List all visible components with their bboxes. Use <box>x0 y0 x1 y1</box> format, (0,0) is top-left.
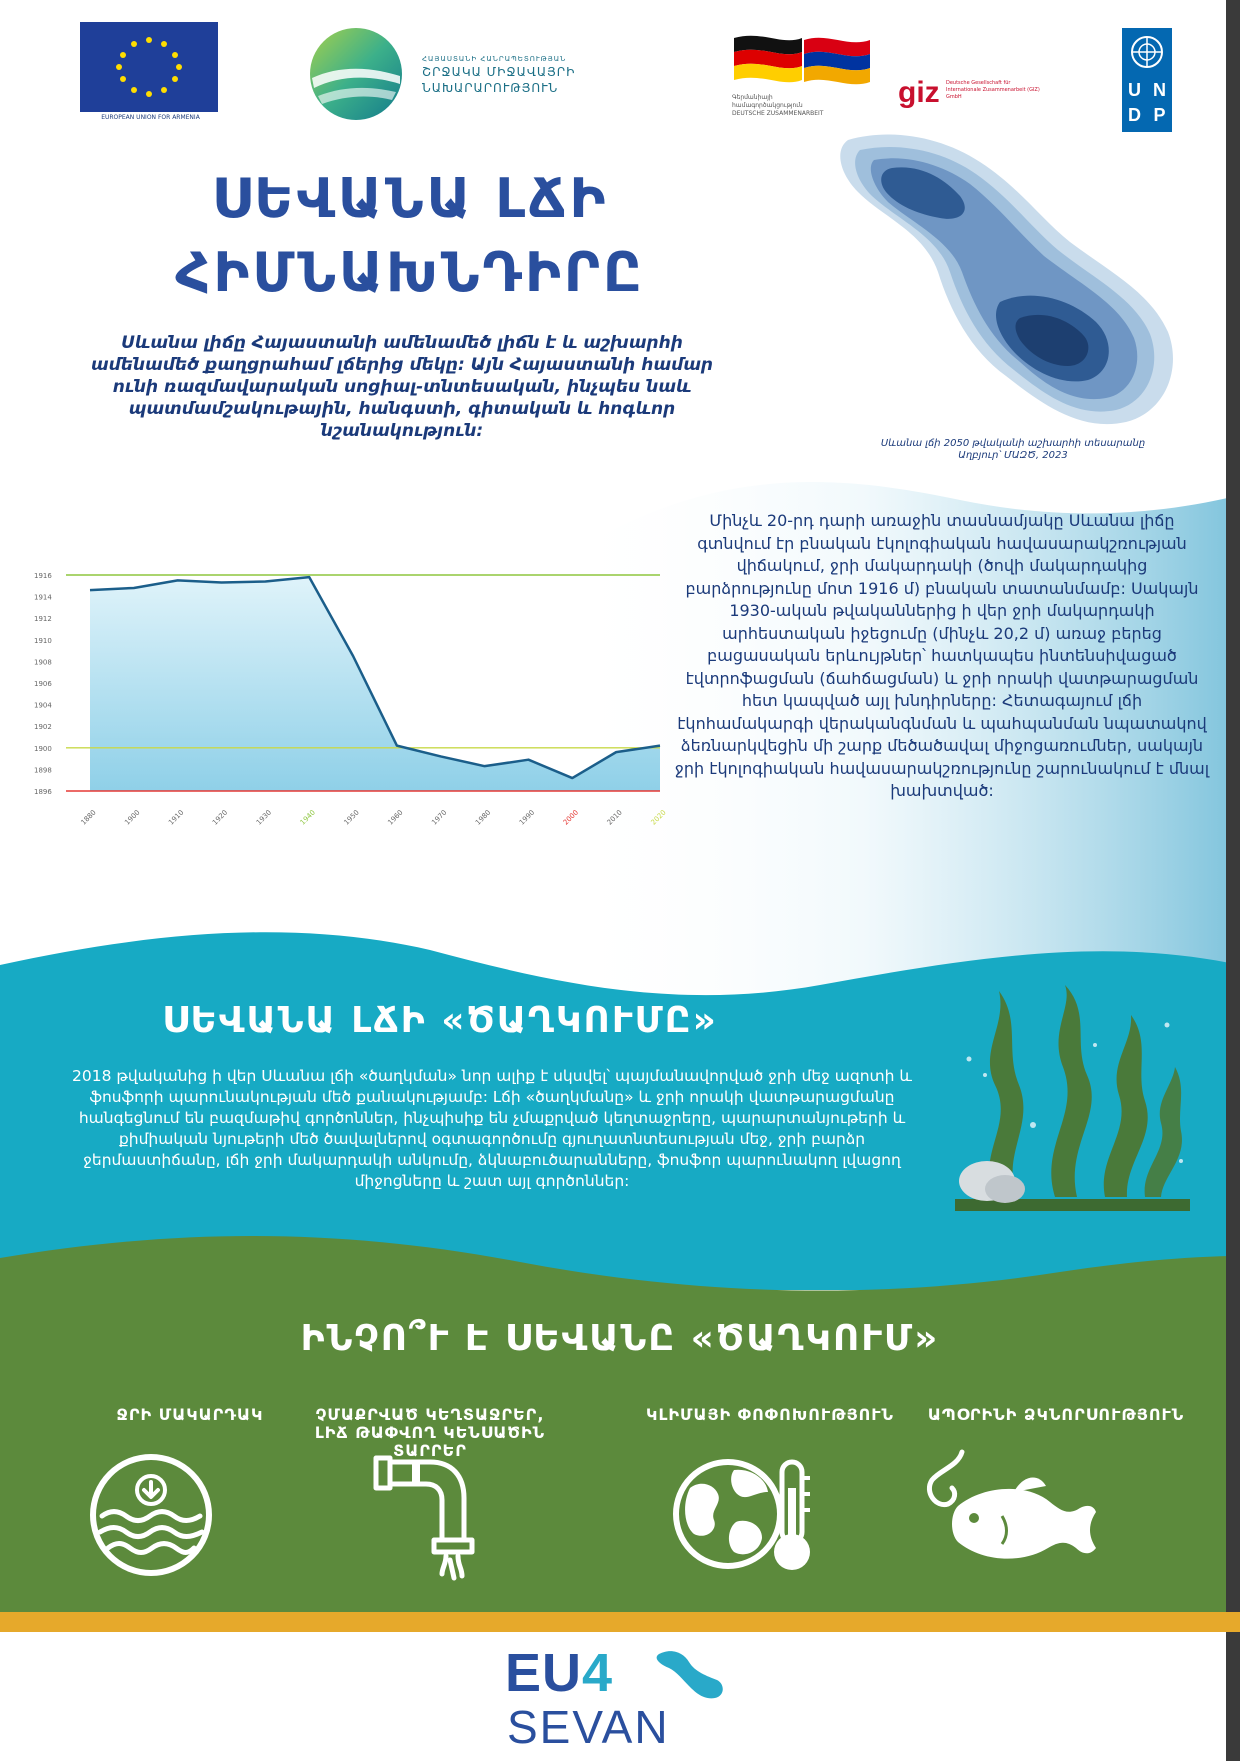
flags-icon <box>732 30 872 92</box>
map-caption-line-2: Աղբյուր՝ ՄԱԶԾ, 2023 <box>958 450 1068 461</box>
y-tick-label: 1896 <box>34 788 52 796</box>
cause-label: ՋՐԻ ՄԱԿԱՐԴԱԿ <box>116 1405 264 1424</box>
giz-subtitle: Deutsche Gesellschaft für Internationale Zusammenarbeit (GIZ) GmbH <box>946 80 1040 100</box>
x-tick-label: 2020 <box>649 808 668 827</box>
cause-fishing <box>906 1406 1206 1424</box>
de-caption-1: Գերմանիայի <box>732 94 773 101</box>
four-text: 4 <box>582 1643 614 1703</box>
undp-logo <box>1122 28 1172 132</box>
bloom-section-title: ՍԵՎԱՆԱ ԼՃԻ «ԾԱՂԿՈՒՄԸ» <box>162 1000 718 1041</box>
ministry-country: ՀԱՅԱՍՏԱՆԻ ՀԱՆՐԱՊԵՏՈՒԹՅԱՆ <box>422 55 567 63</box>
y-tick-label: 1906 <box>34 680 52 688</box>
cause-label-line-2: ԼԻՃ ԹԱՓՎՈՂ ԿԵՆՍԱԾԻՆ ՏԱՐՐԵՐ <box>314 1423 546 1460</box>
x-tick-label: 1960 <box>386 808 405 827</box>
y-tick-label: 1898 <box>34 766 52 775</box>
ministry-line-2: ՆԱԽԱՐԱՐՈՒԹՅՈՒՆ <box>422 81 559 95</box>
x-tick-label: 1970 <box>430 808 449 827</box>
chart-area <box>90 577 660 791</box>
eu-flag-logo <box>80 22 218 112</box>
german-armenian-flags-logo <box>732 30 872 92</box>
why-section-title: ԻՆՉՈ՞Ւ Է ՍԵՎԱՆԸ «ԾԱՂԿՈՒՄ» <box>300 1318 940 1359</box>
y-tick-label: 1914 <box>34 593 52 602</box>
x-tick-label: 1990 <box>517 808 537 827</box>
x-tick-label: 2010 <box>605 808 624 827</box>
x-tick-label: 1950 <box>342 808 361 827</box>
intro-paragraph: Սևանա լիճը Հայաստանի ամենամեծ լիճն է և աշխարհի ամենամեծ քաղցրահամ լճերից մեկը: Այն Հայաստանի համար ունի ռազմավարական սոցիալ-տնտեսական, ինչպես նաև պատմամշակութային, հանգստի, գիտական և հոգևոր նշանակություն: <box>90 333 714 441</box>
un-emblem-icon <box>1122 28 1172 76</box>
eu-text: EU <box>505 1643 583 1703</box>
cause-label: ԿԼԻՄԱՅԻ ՓՈՓՈԽՈՒԹՅՈՒՆ <box>646 1405 894 1424</box>
ministry-line-1: ՇՐՋԱԿԱ ՄԻՋԱՎԱՅՐԻ <box>422 65 576 79</box>
cause-label: ԱՊՕՐԻՆԻ ՁԿՆՈՐՍՈՒԹՅՈՒՆ <box>927 1405 1185 1424</box>
water-level-icon <box>88 1452 214 1578</box>
undp-letter: U <box>1128 80 1141 100</box>
x-tick-label: 1920 <box>210 808 230 827</box>
eu4-wordmark <box>505 1642 613 1704</box>
sevan-wordmark: SEVAN <box>507 1701 670 1753</box>
history-paragraph: Մինչև 20-րդ դարի առաջին տասնամյակը Սևանա լիճը գտնվում էր բնական էկոլոգիական հավասարակշռության վիճակում, ջրի մակարդակի (ծովի մակարդակից բարձրությունը մոտ 1916 մ) բնական տատանմամբ: Սակայն 1930-ական թվականներից ի վեր ջրի մակարդակի արհեստական իջեցումը (մինչև 20,2 մ) առաջ բերեց բացասական երևույթներ՝ հատկապես ինտենսիվացած էվտրոֆացման (ճահճացման) և ջրի որակի վատթարացման հետ կապված այլ խնդիրները: Հետագայում լճի էկոհամակարգի վերականգնման և պահպանման նպատակով ձեռնարկվեցին մի շարք մեծածավալ միջոցառումներ, սակայն ջրի էկոլոգիական հավասարակշռությունը շարունակում է մնալ խախտված: <box>674 511 1210 800</box>
undp-letters <box>1122 80 1172 126</box>
eu4sevan-logo <box>505 1642 735 1757</box>
de-caption-3: DEUTSCHE ZUSAMMENARBEIT <box>732 110 824 117</box>
bloom-paragraph: 2018 թվականից ի վեր Սևանա լճի «ծաղկման» նոր ալիք է սկսվել՝ պայմանավորված ջրի մեջ ազոտի և ֆոսֆորի պարունակության մեծ քանակությամբ: Լճի «ծաղկմանը» և ջրի որակի վատթարացմանը հանգեցնում են բազմաթիվ գործոններ, ինչպիսիք են չմաքրված կեղտաջրերը, պարարտանյութերի և քիմիական նյութերի մեծ ծավալներով օգտագործումը գյուղատնտեսության մեջ, ջրի բարձր ջերմաստիճանը, լճի ջրի մակարդակի անկումը, ձկնաբուծարանները, ֆոսֆոր պարունակող լվացող միջոցները և շատ այլ գործոններ: <box>72 1067 912 1190</box>
eu-stars-icon <box>80 22 218 112</box>
footer-bar <box>0 1612 1240 1632</box>
climate-change-icon <box>670 1448 820 1580</box>
y-tick-label: 1908 <box>34 658 52 667</box>
ministry-name <box>422 54 642 96</box>
de-caption-2: համագործակցություն <box>732 102 803 109</box>
map-caption-line-1: Սևանա լճի 2050 թվականի աշխարհի տեսարանը <box>880 438 1146 449</box>
cause-label-line-1: ՉՄԱՔՐՎԱԾ ԿԵՂՏԱՋՐԵՐ, <box>315 1405 545 1424</box>
map-caption <box>848 438 1178 462</box>
lake-silhouette-icon <box>655 1646 727 1702</box>
eu-caption: EUROPEAN UNION FOR ARMENIA <box>101 114 200 121</box>
partner-logos <box>0 18 1240 128</box>
x-tick-label: 1930 <box>254 808 274 827</box>
ministry-logo <box>308 26 404 122</box>
page-edge <box>1226 0 1240 1761</box>
lake-sevan-map <box>830 122 1190 432</box>
y-tick-label: 1916 <box>34 572 52 580</box>
ministry-emblem-icon <box>308 26 404 122</box>
water-level-chart <box>30 565 670 855</box>
sewage-pipe-icon <box>372 1450 492 1582</box>
x-tick-label: 1910 <box>167 808 186 827</box>
x-tick-label: 2000 <box>561 808 581 827</box>
x-tick-label: 1900 <box>123 808 142 827</box>
y-tick-label: 1904 <box>34 701 52 710</box>
title-line-1: ՍԵՎԱՆԱ ԼՃԻ <box>211 167 609 230</box>
y-tick-label: 1902 <box>34 723 52 732</box>
undp-letter: P <box>1153 105 1166 125</box>
giz-wordmark: giz <box>898 76 940 109</box>
x-tick-label: 1980 <box>474 808 493 827</box>
giz-logo <box>898 74 1048 114</box>
x-tick-label: 1880 <box>79 808 98 827</box>
undp-letter: N <box>1153 80 1166 100</box>
title-line-2: ՀԻՄՆԱԽՆԴԻՐԸ <box>175 241 645 304</box>
y-tick-label: 1910 <box>34 636 52 645</box>
undp-letter: D <box>1128 105 1141 125</box>
page-title <box>90 162 730 310</box>
x-tick-label: 1940 <box>298 808 317 827</box>
cause-climate-change <box>620 1406 920 1424</box>
fish-hook-icon <box>922 1446 1102 1582</box>
german-cooperation-caption <box>732 94 842 118</box>
seaweed-illustration <box>955 985 1190 1215</box>
y-tick-label: 1900 <box>34 744 52 753</box>
y-tick-label: 1912 <box>34 615 52 624</box>
